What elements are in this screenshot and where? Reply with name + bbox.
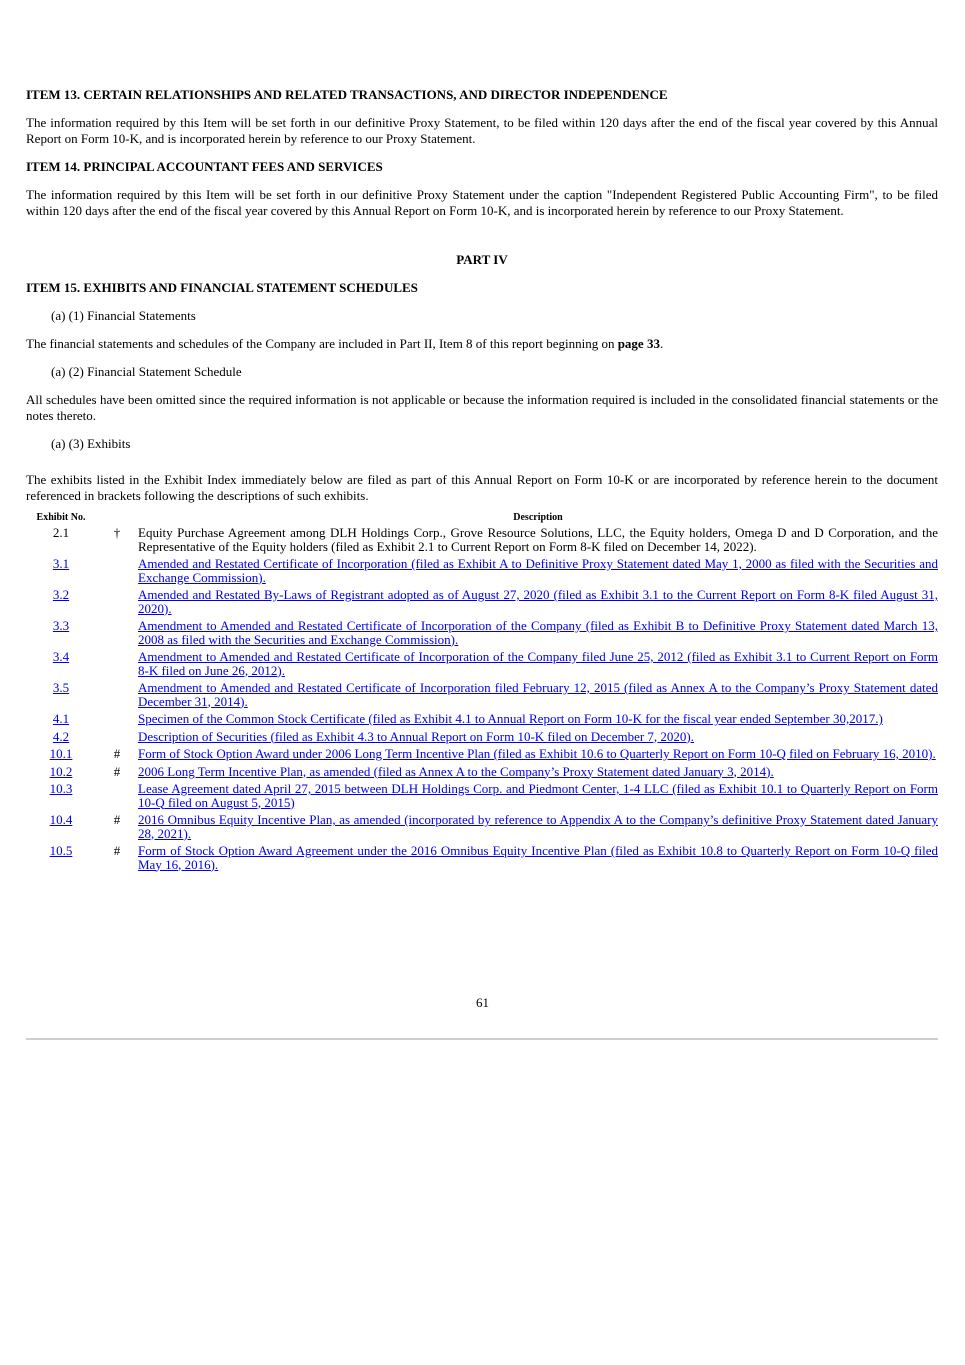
exhibit-index-table [26,512,938,875]
exhibit-number-cell [26,712,96,730]
exhibit-row [26,747,938,765]
exhibit-description-link[interactable]: 2016 Omnibus Equity Incentive Plan, as amended (incorporated by reference to Appendix A to the Company’s definitive Proxy Statement dated January 28, 2021). [138,812,938,841]
exhibit-row [26,526,938,557]
exhibit-mark: † [113,525,121,540]
exhibit-number-link[interactable]: 10.1 [49,746,73,761]
exhibit-number-link[interactable]: 3.5 [52,680,70,695]
exhibit-row [26,712,938,730]
exhibit-description-cell [138,782,938,813]
exhibit-number-cell [26,844,96,875]
exhibit-mark [96,650,138,681]
exhibit-description-link[interactable]: Amended and Restated By-Laws of Registrant adopted as of August 27, 2020 (filed as Exhibit 3.1 to the Current Report on Form 8-K filed August 31, 2020). [138,587,938,616]
exhibit-description-link[interactable]: Form of Stock Option Award under 2006 Long Term Incentive Plan (filed as Exhibit 10.6 to Quarterly Report on Form 10-Q filed on February 16, 2010). [138,746,936,761]
item13-heading: ITEM 13. CERTAIN RELATIONSHIPS AND RELATED TRANSACTIONS, AND DIRECTOR INDEPENDENCE [26,87,668,102]
exhibit-row [26,813,938,844]
exhibit-description-cell [138,681,938,712]
exhibit-mark [96,730,138,748]
exhibit-number-cell [26,782,96,813]
exhibit-number-link[interactable]: 10.4 [49,812,73,827]
exhibit-description-cell [138,588,938,619]
exhibit-description-link[interactable]: Description of Securities (filed as Exhibit 4.3 to Annual Report on Form 10-K filed on December 7, 2020). [138,728,694,744]
exhibit-mark [96,619,138,650]
exhibit-number-cell [26,813,96,844]
exhibit-description-cell [138,650,938,681]
part4-heading: PART IV [456,252,508,267]
exhibit-number-link[interactable]: 10.5 [49,843,73,858]
exhibit-row [26,681,938,712]
exhibit-row [26,650,938,681]
exhibits-label: (a) (3) Exhibits [51,436,131,451]
financial-statements-label: (a) (1) Financial Statements [51,308,196,323]
exhibit-description-cell [138,619,938,650]
exhibit-number-link[interactable]: 4.1 [52,711,70,726]
exhibit-number-cell [26,619,96,650]
exhibit-number-cell [26,730,96,748]
exhibit-description-link[interactable]: Lease Agreement dated April 27, 2015 between DLH Holdings Corp. and Piedmont Center, 1-4 LLC (filed as Exhibit 10.1 to Quarterly Report on Form 10-Q filed on August 5, 2015) [138,781,938,810]
exhibit-number-link[interactable]: 10.3 [49,781,73,796]
exhibit-number-link[interactable]: 4.2 [52,728,70,744]
exhibit-number-link[interactable]: 3.2 [52,587,70,602]
financial-statements-text-start: The financial statements and schedules of the Company are included in Part II, Item 8 of this report beginning on [26,336,618,351]
exhibit-description-link[interactable]: Form of Stock Option Award Agreement under the 2016 Omnibus Equity Incentive Plan (filed as Exhibit 10.8 to Quarterly Report on Form 10-Q filed May 16, 2016). [138,843,938,872]
description-header: Description [513,512,563,523]
financial-statements-text-end: . [659,336,664,351]
exhibit-row [26,557,938,588]
exhibit-mark [96,557,138,588]
exhibit-mark [96,681,138,712]
exhibit-description-link[interactable]: Amended and Restated Certificate of Incorporation (filed as Exhibit A to Definitive Proxy Statement dated May 1, 2000 as filed with the Securities and Exchange Commission). [138,556,938,585]
exhibit-description-cell [138,526,938,557]
exhibit-description-cell [138,747,938,765]
exhibit-number-cell [26,588,96,619]
exhibit-row [26,588,938,619]
exhibit-description-link[interactable]: Specimen of the Common Stock Certificate (filed as Exhibit 4.1 to Annual Report on Form 10-K for the fiscal year ended September 30,2017.) [138,711,883,726]
exhibit-number-link[interactable]: 3.4 [52,649,70,664]
exhibit-description-link[interactable]: 2006 Long Term Incentive Plan, as amended (filed as Annex A to the Company’s Proxy Statement dated January 3, 2014). [138,763,774,779]
exhibit-description: Equity Purchase Agreement among DLH Holdings Corp., Grove Resource Solutions, LLC, the Equity holders, Omega D and D Corporation, and the Representative of the Equity holders (filed as Exhibit 2.1 to Current Report on Form 8-K filed on December 14, 2022). [138,525,938,554]
exhibit-mark: # [113,812,121,827]
exhibit-number-link[interactable]: 3.3 [52,618,70,633]
exhibit-description-cell [138,712,938,730]
exhibit-number-link[interactable]: 3.1 [52,556,70,571]
page-reference: page 33 [617,336,660,351]
document-page [26,87,938,875]
exhibit-no-header: Exhibit No. [36,512,86,523]
exhibit-mark [96,588,138,619]
exhibit-number-cell [26,526,96,557]
exhibit-description-cell [138,844,938,875]
exhibit-number-cell [26,681,96,712]
exhibit-row [26,619,938,650]
exhibit-row [26,782,938,813]
exhibit-description-link[interactable]: Amendment to Amended and Restated Certificate of Incorporation of the Company filed June 25, 2012 (filed as Exhibit 3.1 to Current Report on Form 8-K filed on June 26, 2012). [138,649,938,678]
schedule-text: All schedules have been omitted since the required information is not applicable or because the information required is included in the consolidated financial statements or the notes thereto. [26,392,938,423]
item14-heading: ITEM 14. PRINCIPAL ACCOUNTANT FEES AND SERVICES [26,159,383,174]
exhibit-description-cell [138,730,938,748]
exhibit-number: 2.1 [52,525,70,540]
exhibit-description-link[interactable]: Amendment to Amended and Restated Certificate of Incorporation of the Company (filed as Exhibit B to Definitive Proxy Statement dated March 13, 2008 as filed with the Securities and Exchange Commission). [138,618,938,647]
exhibit-number-cell [26,650,96,681]
item14-text: The information required by this Item will be set forth in our definitive Proxy Statement under the caption "Independent Registered Public Accounting Firm", to be filed within 120 days after the end of the fiscal year covered by this Annual Report on Form 10-K, and is incorporated herein by reference to our Proxy Statement. [26,187,938,218]
exhibit-mark: # [113,746,121,761]
exhibit-row [26,730,938,748]
page-number: 61 [476,995,489,1010]
mark-header [96,512,138,526]
item15-heading: ITEM 15. EXHIBITS AND FINANCIAL STATEMENT SCHEDULES [26,280,418,295]
financial-statements-text [26,336,938,352]
exhibit-mark: # [113,843,121,858]
exhibits-intro: The exhibits listed in the Exhibit Index immediately below are filed as part of this Annual Report on Form 10-K or are incorporated by reference herein to the document referenced in brackets following the descriptions of such exhibits. [26,472,938,503]
exhibit-description-cell [138,765,938,783]
exhibit-header-row [26,512,938,526]
exhibit-row [26,844,938,875]
exhibit-number-link[interactable]: 10.2 [49,763,73,779]
exhibit-number-cell [26,557,96,588]
exhibit-mark [96,712,138,730]
page-divider [26,1038,938,1040]
exhibit-row [26,765,938,783]
exhibit-number-cell [26,747,96,765]
exhibit-mark [96,782,138,813]
exhibit-description-cell [138,557,938,588]
exhibit-description-link[interactable]: Amendment to Amended and Restated Certificate of Incorporation filed February 12, 2015 (filed as Annex A to the Company’s Proxy Statement dated December 31, 2014). [138,680,938,709]
exhibit-number-cell [26,765,96,783]
exhibit-mark: # [113,763,121,779]
item13-text: The information required by this Item will be set forth in our definitive Proxy Statement, to be filed within 120 days after the end of the fiscal year covered by this Annual Report on Form 10-K, and is incorporated herein by reference to our Proxy Statement. [26,115,938,146]
exhibit-description-cell [138,813,938,844]
schedule-label: (a) (2) Financial Statement Schedule [51,364,242,379]
